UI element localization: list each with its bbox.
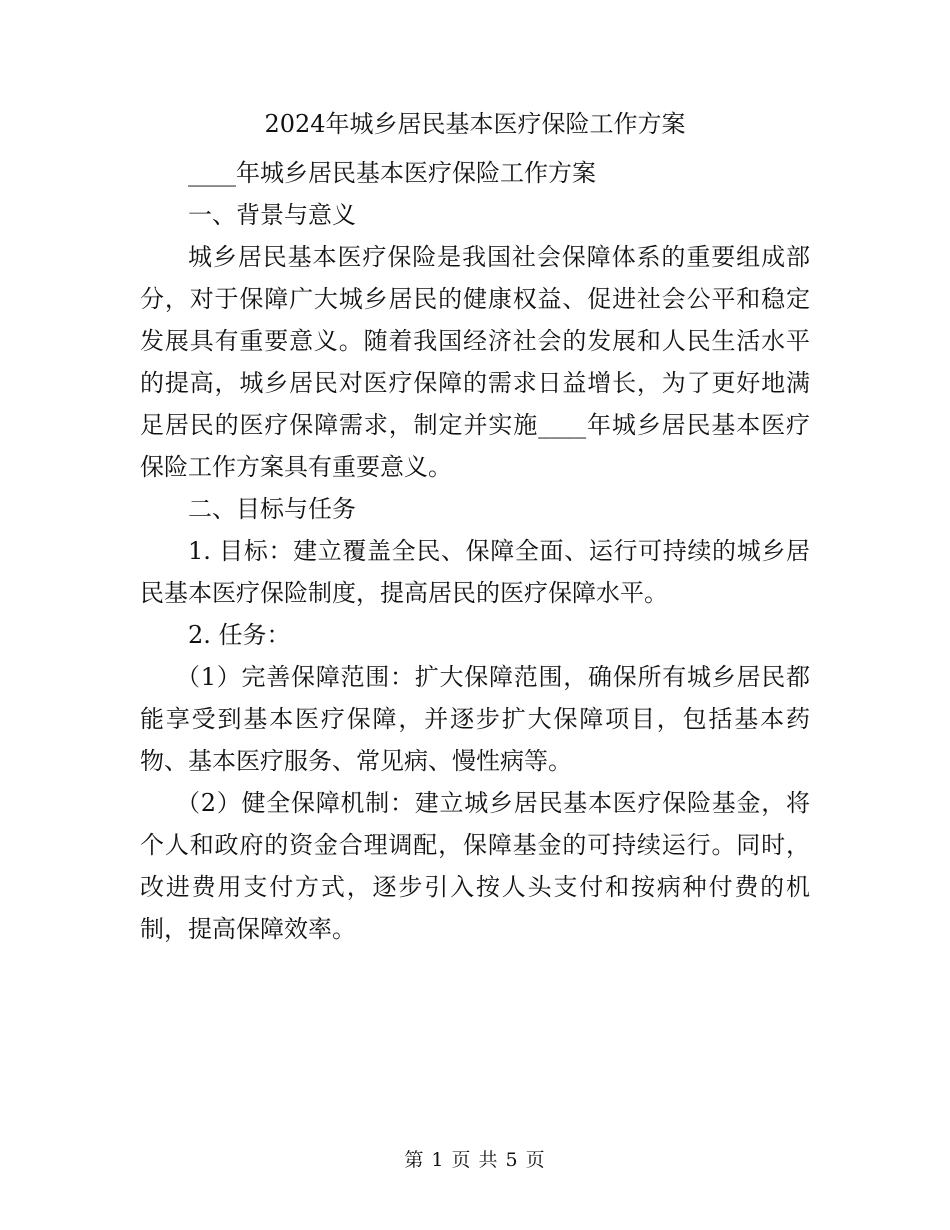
task-item-2: （2）健全保障机制：建立城乡居民基本医疗保险基金，将个人和政府的资金合理调配，保障基金的可持续运行。同时，改进费用支付方式，逐步引入按人头支付和按病种付费的机制，提高保障效率。 xyxy=(140,789,810,943)
subtitle-line: ____年城乡居民基本医疗保险工作方案 xyxy=(188,159,596,187)
page-footer: 第 1 页 共 5 页 xyxy=(404,1149,546,1171)
background-paragraph: 城乡居民基本医疗保险是我国社会保障体系的重要组成部分，对于保障广大城乡居民的健康权益、促进社会公平和稳定发展具有重要意义。随着我国经济社会的发展和人民生活水平的提高，城乡居民对医疗保障的需求日益增长，为了更好地满足居民的医疗保障需求，制定并实施____年城乡居民基本医疗保险工作方案具有重要意义。 xyxy=(140,243,810,481)
task-item-1: （1）完善保障范围：扩大保障范围，确保所有城乡居民都能享受到基本医疗保障，并逐步扩大保障项目，包括基本药物、基本医疗服务、常见病、慢性病等。 xyxy=(140,663,810,775)
task-heading: 2. 任务： xyxy=(188,621,291,649)
section-heading-background: 一、背景与意义 xyxy=(188,201,356,229)
section-heading-goals: 二、目标与任务 xyxy=(188,495,356,523)
goal-item: 1. 目标：建立覆盖全民、保障全面、运行可持续的城乡居民基本医疗保险制度，提高居民的医疗保障水平。 xyxy=(140,537,810,607)
document-title: 2024年城乡居民基本医疗保险工作方案 xyxy=(264,110,686,138)
document-body xyxy=(140,152,810,950)
